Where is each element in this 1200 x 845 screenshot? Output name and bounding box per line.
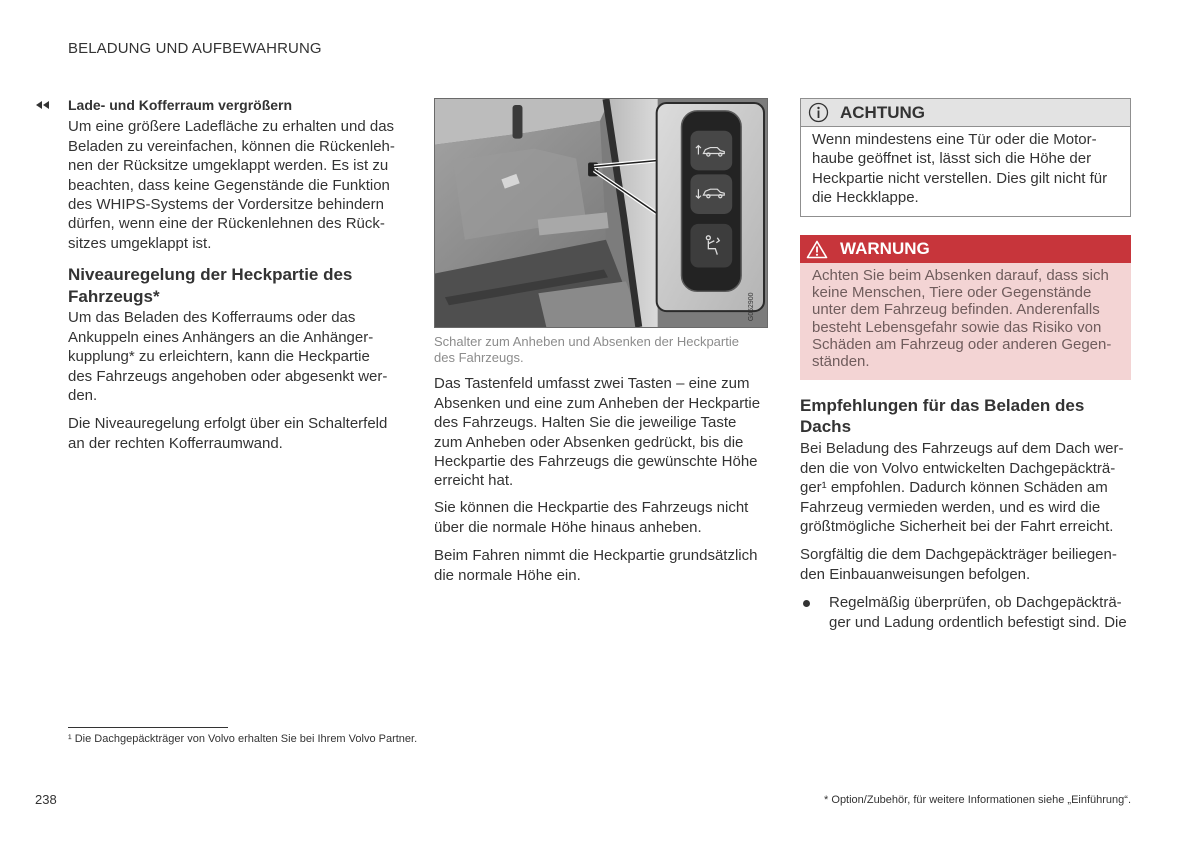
page-number: 238 (35, 792, 57, 807)
continued-heading: Lade- und Kofferraum vergrößern (68, 97, 293, 113)
leveling-paragraph-1 (68, 308, 387, 406)
text-line: Sorgfältig die dem Dachgepäckträger beiliegen- (800, 546, 1117, 564)
info-circle-icon (808, 102, 829, 123)
warning-header (800, 235, 1131, 263)
warning-box (800, 235, 1131, 380)
text-line: dürfen, wenn eine der Rückenlehnen des Rück- (68, 215, 385, 233)
text-line: Fahrzeug vermieden werden, und es wird die (800, 498, 1101, 516)
text-line: Ankuppeln eines Anhängers an die Anhänger- (68, 328, 374, 346)
warning-text (800, 263, 1131, 370)
heading-line: Empfehlungen für das Beladen des (800, 396, 1085, 415)
text-line: haube geöffnet ist, lässt sich die Höhe der (812, 150, 1092, 168)
text-line: sitzes umgeklappt ist. (68, 234, 212, 252)
text-line: den Einbauanweisungen befolgen. (800, 565, 1031, 583)
text-line: Heckpartie des Fahrzeugs die gewünschte Höhe (434, 452, 758, 470)
heading-line: Niveauregelung der Heckpartie des (68, 265, 353, 284)
text-line: Die Niveauregelung erfolgt über ein Schalterfeld (68, 415, 388, 433)
warning-title: WARNUNG (840, 239, 930, 258)
trunk-switch-photo (435, 99, 767, 327)
text-line: Absenken und eine zum Anheben der Heckpartie (434, 394, 761, 412)
text-line: Um das Beladen des Kofferraums oder das (68, 309, 356, 327)
text-line: des Fahrzeugs angehoben oder abgesenkt wer- (68, 367, 388, 385)
text-line: nen der Rücksitze umgeklappt werden. Es ist zu (68, 157, 389, 175)
text-line: die Heckklappe. (812, 188, 919, 206)
image-code: G062900 (748, 292, 756, 322)
heading-line: Fahrzeugs* (68, 287, 160, 306)
text-line: Regelmäßig überprüfen, ob Dachgepäckträ- (829, 594, 1122, 612)
option-footnote: * Option/Zubehör, für weitere Informationen siehe „Einführung“. (824, 794, 1131, 806)
lower-button (690, 174, 732, 214)
text-line: an der rechten Kofferraumwand. (68, 434, 283, 452)
text-line: die normale Höhe ein. (434, 566, 581, 584)
text-line: beachten, dass keine Gegenstände die Funktion (68, 176, 390, 194)
text-line: keine Menschen, Tiere oder Gegenstände (812, 284, 1092, 302)
keypad-paragraph (434, 374, 760, 490)
section-heading-leveling (68, 264, 352, 308)
text-line: Sie können die Heckpartie des Fahrzeugs nicht (434, 499, 749, 517)
caution-text (801, 127, 1130, 207)
caution-title: ACHTUNG (840, 103, 925, 122)
text-line: zum Anheben oder Absenken gedrückt, bis die (434, 433, 744, 451)
footnote: ¹ Die Dachgepäckträger von Volvo erhalten Sie bei Ihrem Volvo Partner. (68, 733, 418, 745)
text-line: des Fahrzeugs. Halten Sie die jeweilige Taste (434, 414, 737, 432)
text-line: ständen. (812, 353, 870, 371)
text-line: unter dem Fahrzeug befinden. Anderenfalls (812, 301, 1100, 319)
text-line: Beim Fahren nimmt die Heckpartie grundsätzlich (434, 547, 758, 565)
height-limit-paragraph (434, 498, 748, 537)
caution-header (801, 99, 1130, 127)
figure-caption (434, 334, 739, 366)
text-line: Achten Sie beim Absenken darauf, dass sich (812, 267, 1109, 284)
text-line: Wenn mindestens eine Tür oder die Motor- (812, 131, 1097, 148)
text-line: besteht Lebensgefahr sowie das Risiko von (812, 318, 1102, 336)
text-line: ger¹ empfohlen. Dadurch können Schäden am (800, 479, 1108, 497)
text-line: Heckpartie nicht verstellen. Dies gilt nicht für (812, 169, 1108, 187)
section-header: BELADUNG UND AUFBEWAHRUNG (68, 40, 322, 57)
footnote-rule (68, 727, 228, 728)
roof-paragraph-1 (800, 439, 1124, 537)
text-line: ger und Ladung ordentlich befestigt sind. Die (829, 613, 1127, 631)
caution-box (800, 98, 1131, 217)
text-line: Bei Beladung des Fahrzeugs auf dem Dach wer- (800, 440, 1124, 458)
text-line: über die normale Höhe hinaus anheben. (434, 518, 702, 536)
text-line: Beladen zu vereinfachen, können die Rückenleh- (68, 137, 395, 155)
caption-line: Schalter zum Anheben und Absenken der Heckpartie (434, 334, 739, 349)
roof-paragraph-2 (800, 545, 1117, 584)
double-arrow-left-icon (35, 100, 51, 110)
text-line: Schäden am Fahrzeug oder anderen Gegen- (812, 335, 1112, 353)
raise-button (690, 131, 732, 171)
driving-height-paragraph (434, 546, 757, 585)
trunk-lid-strut (513, 105, 523, 139)
text-line: größtmögliche Sicherheit bei der Fahrt erreicht. (800, 518, 1114, 536)
text-line: des WHIPS-Systems der Vordersitze behindern (68, 195, 384, 213)
loading-level-button (690, 224, 732, 268)
text-line: den. (68, 387, 98, 405)
text-line: kupplung* zu erleichtern, kann die Heckpartie (68, 348, 370, 366)
section-heading-roof (800, 395, 1084, 437)
caption-line: des Fahrzeugs. (434, 350, 524, 365)
text-line: Um eine größere Ladefläche zu erhalten und das (68, 118, 395, 136)
text-line: den die von Volvo entwickelten Dachgepäckträ- (800, 459, 1116, 477)
heading-line: Dachs (800, 417, 852, 436)
list-item (829, 593, 1127, 632)
bullet-dot-icon (803, 600, 810, 607)
text-line: erreicht hat. (434, 472, 514, 490)
trunk-switch-figure (434, 98, 768, 328)
warning-triangle-icon (806, 240, 828, 259)
text-line: Das Tastenfeld umfasst zwei Tasten – eine zum (434, 375, 750, 393)
continued-paragraph (68, 117, 395, 253)
leveling-paragraph-2 (68, 414, 387, 453)
